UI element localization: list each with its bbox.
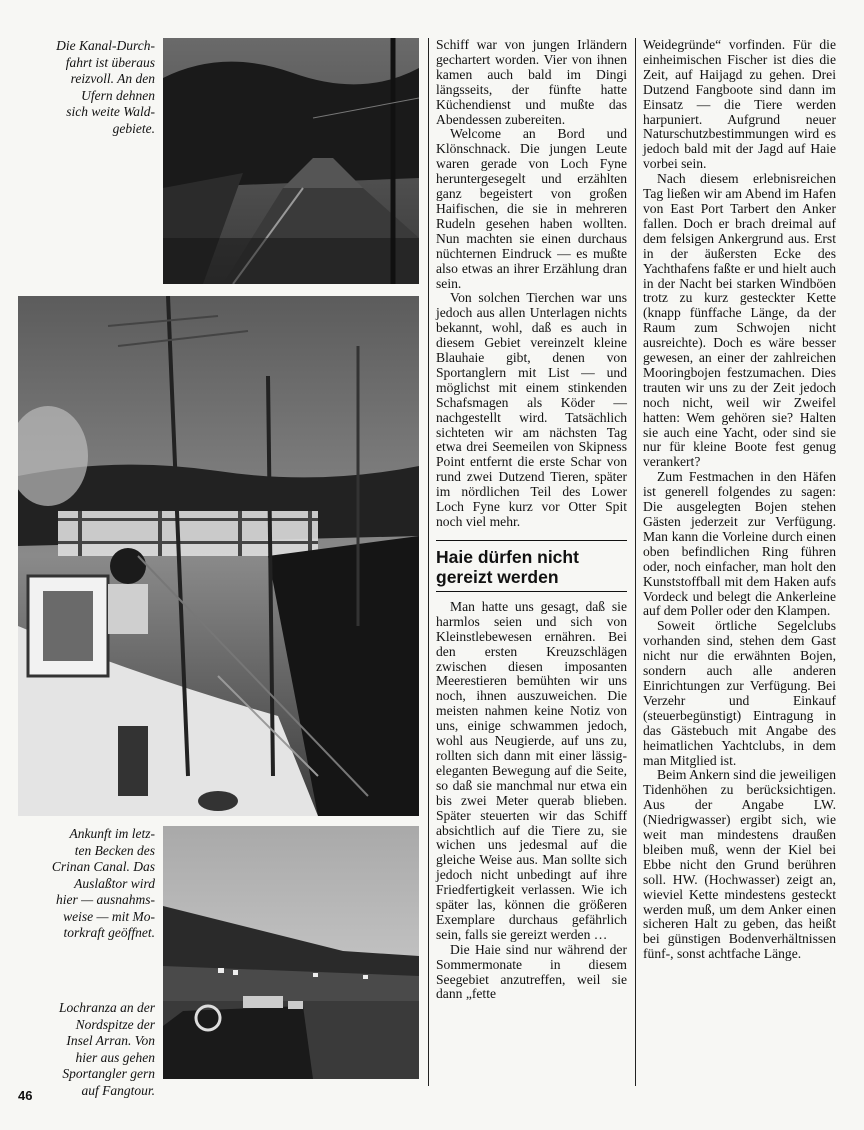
caption-line: Crinan Canal. Das: [51, 859, 155, 874]
caption-line: auf Fangtour.: [81, 1082, 155, 1098]
caption-line: hier aus gehen: [75, 1049, 155, 1065]
section-heading-line: gereizt werden: [436, 566, 559, 587]
caption-line: torkraft geöffnet.: [63, 925, 155, 940]
caption-line: Die Kanal-Durch-: [56, 38, 155, 53]
article-paragraph: Man hatte uns gesagt, daß sie harmlos seien und sich von Kleinstlebewesen ernähren. Bei den ersten Kreuzschlägen zwischen diesen imposanten Meerestieren bemühten wir uns noch, ihnen auszuweichen. Die meisten nahmen keine Notiz von uns, einige schwammen jedoch, wohl aus Neugierde, auf uns zu, rollten sich dann mit einer lässig-eleganten Bewegung auf die Seite, so daß sie manchmal nur etwa ein bis zwei Meter querab blieben. Später steuerten wir das Schiff absichtlich auf die Tiere zu, sie wichen uns jedesmal auf die gleiche Weise aus. Man sollte sich jedoch nicht unbedingt auf ihre Friedfertigkeit verlassen. Wie ich später las, können die größeren Exemplare durchaus gefährlich sein, falls sie gereizt werden …: [436, 598, 627, 942]
article-paragraph: Von solchen Tierchen war uns jedoch aus allen Unterlagen nichts bekannt, wohl, daß es auch in diesem Gebiet vereinzelt kleine Blauhaie gibt, denen von Sportanglern mit List — und möglichst mit einem stinkenden Schafsmagen als Köder — nachgestellt wird. Tatsächlich sichteten wir am nächsten Tag etwa drei Seemeilen von Skipness Point entfernt die erste Schar von rund zwei Dutzend Tieren, später im nördlichen Teil des Lower Loch Fyne kurz vor Otter Spit noch viel mehr.: [436, 290, 627, 529]
article-paragraph: Weidegründe“ vorfinden. Für die einheimischen Fischer ist dies die Zeit, auf Haijagd zu gehen. Drei Dutzend Fangboote sind dann im Einsatz — die Tiere werden harpuniert. Aufgrund neuer Naturschutzbestimmungen wird es jedoch bald mit der Jagd auf Haie vorbei sein.: [643, 37, 836, 172]
article-paragraph: Soweit örtliche Segelclubs vorhanden sind, stehen dem Gast nicht nur die erwähnten Bojen, sondern auch alle anderen Einrichtungen zur Verfügung. Bei Verzehr und Einkauf (steuerbegünstigt) Eintragung in das Gästebuch mit Angabe des heimatlichen Yachtclubs, in dem man Mitglied ist.: [643, 618, 836, 768]
caption-line: Insel Arran. Von: [66, 1033, 155, 1048]
caption-canal-passage: [18, 38, 155, 137]
caption-line: weise — mit Mo-: [63, 908, 155, 924]
caption-line: Sportangler gern: [62, 1066, 155, 1081]
section-heading: [436, 540, 627, 592]
caption-line: fahrt ist überaus: [65, 54, 155, 70]
caption-line: Nordspitze der: [75, 1016, 155, 1032]
article-paragraph: Zum Festmachen in den Häfen ist generell folgendes zu sagen: Die ausgelegten Bojen stehen Gästen jederzeit zur Verfügung. Man kann die Vorleine durch einen oben befindlichen Ring führen oder, noch einfacher, man holt den Kunststoffball mit dem Haken aufs Vordeck und belegt die Ankerleine auf dem Poller oder den Klampen.: [643, 469, 836, 619]
article-paragraph: Welcome an Bord und Klönschnack. Die jungen Leute waren gerade von Loch Fyne heruntergesegelt und erzählten ganz begeistert von großen Haifischen, die sie in mehreren Rudeln gesehen haben wollten. Nun machten sie einen durchaus nüchternen Eindruck — es mußte also etwas an ihrer Erzählung dran sein.: [436, 126, 627, 291]
caption-crinan-canal: [18, 826, 155, 942]
caption-line: Lochranza an der: [58, 1000, 155, 1015]
article-column-2: [643, 38, 836, 962]
section-heading-line: Haie dürfen nicht: [436, 546, 579, 567]
article-column-1: [436, 38, 627, 1002]
caption-line: Ufern dehnen: [81, 87, 155, 103]
column-rule: [428, 38, 429, 1086]
article-paragraph: Nach diesem erlebnisreichen Tag ließen wir am Abend im Hafen von East Port Tarbert den Anker fallen. Doch er brach dreimal auf dem felsigen Ankergrund aus. Erst in der äußersten Ecke des Yachthafens faßte er und hielt auch in der Nacht bei starken Windböen trotz zu kurz gesteckter Kette (knapp fünffache Länge, da der Raum zum Schwojen nicht ausreichte). Doch es wäre besser gewesen, an einer der zahlreichen Mooringbojen festzumachen. Dies trauten wir uns zu der Zeit jedoch noch nicht, weil wir Zweifel hatten: Wem gehören sie? Halten sie auch eine Yacht, oder sind sie nur für kleine Boote fest genug verankert?: [643, 171, 836, 470]
caption-line: gebiete.: [112, 120, 155, 136]
article-paragraph: Schiff war von jungen Irländern gechartert worden. Vier von ihnen kamen auch bald im Dingi längsseits, der fünfte hatte Küchendienst und mußte das Abendessen zubereiten.: [436, 37, 627, 127]
article-paragraph: Die Haie sind nur während der Sommermonate in diesem Seegebiet anzutreffen, weil sie dann „fette: [436, 941, 627, 1002]
photo-crinan-canal-arrival: [18, 296, 419, 816]
article-paragraph: Beim Ankern sind die jeweiligen Tidenhöhen zu berücksichtigen. Aus der Angabe LW. (Niedrigwasser) ergibt sich, wie weit man mindestens draußen bleiben muß, wenn der Kiel bei Ebbe nicht den Grund berühren soll. HW. (Hochwasser) zeigt an, wieviel Kette mindestens gesteckt werden muß, um dem Anker einen sicheren Halt zu geben, das heißt bei günstigen Bodenverhältnissen fünf-, sonst achtfache Länge.: [643, 767, 836, 962]
column-rule: [635, 38, 636, 1086]
caption-line: sich weite Wald-: [66, 104, 155, 119]
caption-line: Ankunft im letz-: [69, 826, 155, 841]
page-number: 46: [18, 1088, 33, 1103]
caption-lochranza: [18, 1000, 155, 1099]
caption-line: ten Becken des: [74, 842, 155, 858]
caption-line: reizvoll. An den: [70, 71, 155, 86]
photo-lochranza: [163, 826, 419, 1079]
caption-line: hier — ausnahms-: [55, 892, 155, 907]
caption-line: Auslaßtor wird: [74, 875, 155, 891]
photo-canal-passage: [163, 38, 419, 284]
